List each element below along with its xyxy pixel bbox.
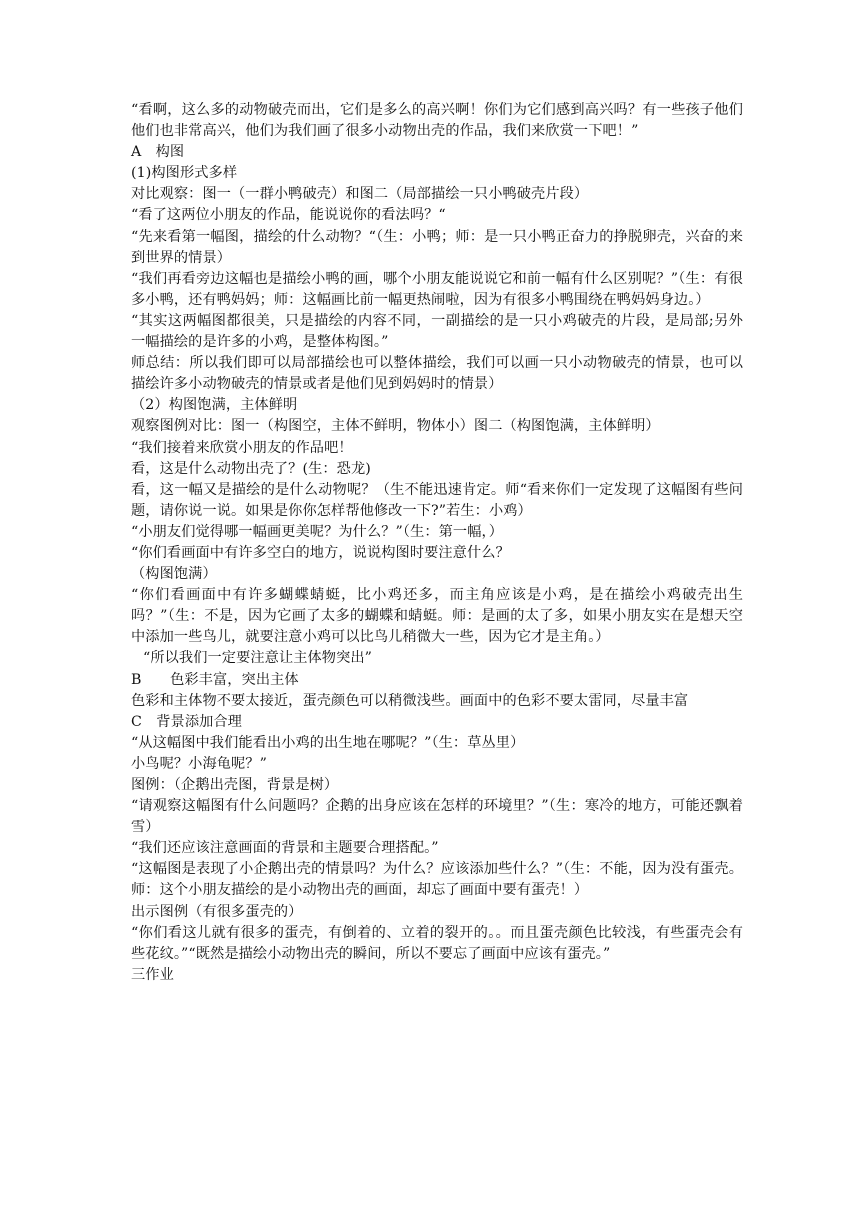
paragraph-compare-examples: 观察图例对比：图一（构图空，主体不鲜明，物体小）图二（构图饱满，主体鲜明）	[131, 418, 660, 435]
subheading-composition-varied: (1)构图形式多样	[131, 165, 238, 182]
paragraph-dinosaur: 看，这是什么动物出壳了？(生：恐龙)	[131, 460, 371, 477]
document-body	[131, 100, 743, 986]
paragraph-second-image: “我们再看旁边这幅也是描绘小鸭的画，哪个小朋友能说说它和前一幅有什么区别呢？”（生：有很多小鸭，还有鸭妈妈；师：这幅画比前一幅更热闹啦，因为有很多小鸭围绕在鸭妈妈身边。）	[131, 270, 743, 308]
paragraph-show-example: 出示图例（有很多蛋壳的）	[131, 903, 303, 920]
paragraph-subject-prominent: “所以我们一定要注意让主体物突出”	[143, 650, 373, 667]
paragraph-penguin-eggshell: “这幅图是表现了小企鹅出壳的情景吗？为什么？应该添加些什么？”（生：不能，因为没有蛋壳。师：这个小朋友描绘的是小动物出壳的画面，却忘了画面中要有蛋壳！）	[131, 861, 743, 899]
paragraph-penguin-example: 图例：（企鹅出壳图，背景是树）	[131, 777, 339, 793]
paragraph-teacher-summary: 师总结：所以我们即可以局部描绘也可以整体描绘，我们可以画一只小动物破壳的情景，也可以描绘许多小动物破壳的情景或者是他们见到妈妈时的情景）	[131, 355, 743, 393]
paragraph-compare-observation: 对比观察：图一（一群小鸭破壳）和图二（局部描绘一只小鸭破壳片段）	[131, 186, 589, 203]
paragraph-color-advice: 色彩和主体物不要太接近，蛋壳颜色可以稍微浅些。画面中的色彩不要太雷同，尽量丰富	[131, 692, 689, 709]
paragraph-blank-space: “你们看画面中有许多空白的地方，说说构图时要注意什么？	[131, 544, 510, 561]
paragraph-opinion-question: “看了这两位小朋友的作品，能说说你的看法吗？“	[131, 207, 446, 224]
heading-c-background: C 背景添加合理	[131, 713, 242, 730]
paragraph-background-match: “我们还应该注意画面的背景和主题要合理搭配。”	[131, 840, 439, 857]
paragraph-penguin-question: “请观察这幅图有什么问题吗？企鹅的出身应该在怎样的环境里？”（生：寒冷的地方，可能还飘着雪）	[131, 798, 743, 836]
paragraph-bird-turtle: 小鸟呢？小海龟呢？”	[131, 755, 267, 772]
paragraph-butterflies: “你们看画面中有许多蝴蝶蜻蜓，比小鸡还多，而主角应该是小鸡，是在描绘小鸡破壳出生吗？”（生：不是，因为它画了太多的蝴蝶和蜻蜓。师：是画的太了多，如果小朋友实在是想天空中添加一些鸟儿，就要注意小鸡可以比鸟儿稍微大一些，因为它才是主角。）	[131, 587, 743, 646]
paragraph-which-animal: 看，这一幅又是描绘的是什么动物呢？（生不能迅速肯定。师“看来你们一定发现了这幅图有些问题，请你说一说。如果是你你怎样帮他修改一下?”若生：小鸡）	[131, 481, 743, 519]
paragraph-continue-appreciate: “我们接着来欣赏小朋友的作品吧！	[131, 439, 353, 456]
heading-b-color: B 色彩丰富，突出主体	[131, 671, 299, 688]
paragraph-which-better: “小朋友们觉得哪一幅画更美呢？为什么？”（生：第一幅，）	[131, 523, 503, 540]
paragraph-composition-full-answer: （构图饱满）	[131, 566, 217, 583]
paragraph-intro-quote: “看啊，这么多的动物破壳而出，它们是多么的高兴啊！你们为它们感到高兴吗？有一些孩子他们他们也非常高兴，他们为我们画了很多小动物出壳的作品，我们来欣赏一下吧！”	[131, 102, 743, 140]
paragraph-first-image: “先来看第一幅图，描绘的什么动物？“（生：小鸭；师：是一只小鸭正奋力的挣脱卵壳，兴奋的来到世界的情景）	[131, 228, 743, 266]
paragraph-birthplace: “从这幅图中我们能看出小鸡的出生地在哪呢？”（生：草丛里）	[131, 734, 525, 751]
paragraph-eggshells: “你们看这儿就有很多的蛋壳，有倒着的、立着的裂开的。。而且蛋壳颜色比较浅，有些蛋壳会有些花纹。”“既然是描绘小动物出壳的瞬间，所以不要忘了画面中应该有蛋壳。”	[131, 924, 743, 962]
heading-a-composition: A 构图	[131, 144, 185, 161]
heading-homework: 三作业	[131, 966, 174, 983]
subheading-composition-full: （2）构图饱满，主体鲜明	[131, 397, 298, 414]
paragraph-both-beautiful: “其实这两幅图都很美，只是描绘的内容不同，一副描绘的是一只小鸡破壳的片段，是局部;另外一幅描绘的是许多的小鸡，是整体构图。”	[131, 312, 743, 351]
